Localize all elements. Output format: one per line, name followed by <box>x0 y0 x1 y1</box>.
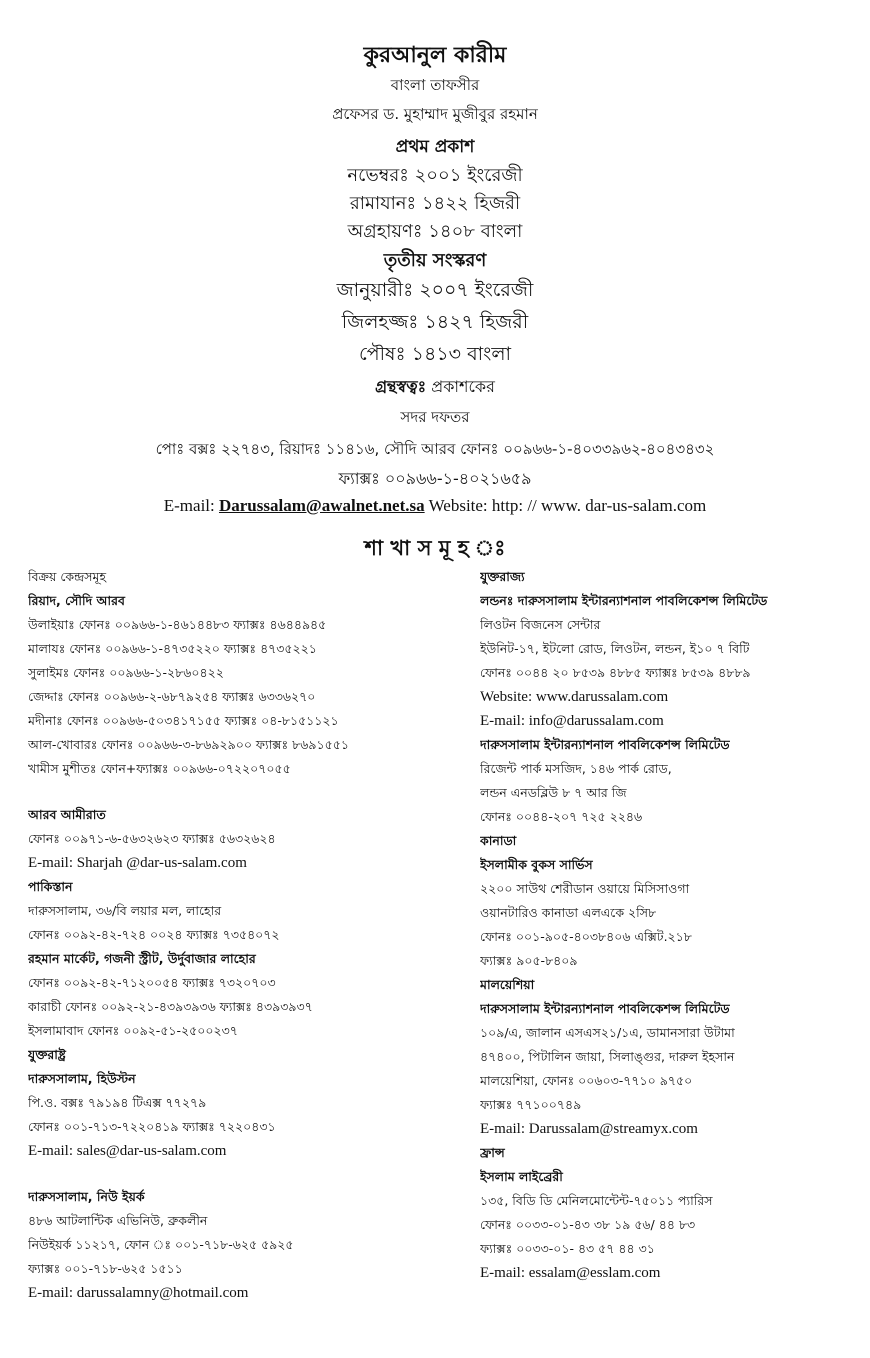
branch-detail-line: ওয়ানটারিও কানাডা এলএকে ২সি৮ <box>480 905 657 920</box>
first-edition-date: নভেম্বরঃ ২০০১ ইংরেজী <box>347 165 523 186</box>
author-name: প্রফেসর ড. মুহাম্মাদ মুজীবুর রহমান <box>332 105 538 123</box>
book-subtitle: বাংলা তাফসীর <box>390 76 480 94</box>
branch-heading: কানাডা <box>480 833 517 848</box>
branch-detail-line: E-mail: sales@dar-us-salam.com <box>28 1143 227 1159</box>
branch-heading: দারুসসালাম ইন্টারন্যাশনাল পাবলিকেশন্স লিমিটেড <box>480 737 730 752</box>
branch-heading: ফ্রান্স <box>480 1145 505 1160</box>
branch-detail-line: ফোনঃ ০০৩৩-০১-৪৩ ৩৮ ১৯ ৫৬/ ৪৪ ৮৩ <box>480 1217 696 1232</box>
branch-heading: দারুসসালাম, হিউস্টন <box>28 1071 136 1086</box>
branch-detail-line: আল-খোবারঃ ফোনঃ ০০৯৬৬-৩-৮৬৯২৯০০ ফ্যাক্সঃ ৮৬৯১৫৫১ <box>28 737 349 752</box>
section-gap <box>28 781 448 803</box>
branch-detail-line: ফোনঃ ০০১-৯০৫-৪০৩৮৪০৬ এক্সিট.২১৮ <box>480 929 692 944</box>
branch-detail-line: সুলাইমঃ ফোনঃ ০০৯৬৬-১-২৮৬০৪২২ <box>28 665 224 680</box>
first-edition-heading: প্রথম প্রকাশ <box>395 137 475 157</box>
section-gap <box>28 1163 448 1185</box>
branch-detail-line: মালয়েশিয়া, ফোনঃ ০০৬০৩-৭৭১০ ৯৭৫০ <box>480 1073 693 1088</box>
branch-detail-line: খামীস মুশীতঃ ফোন+ফ্যাক্সঃ ০০৯৬৬-০৭২২০৭০৫৫ <box>28 761 291 776</box>
branch-detail-line: E-mail: Darussalam@streamyx.com <box>480 1121 698 1137</box>
branch-detail-line: রিজেন্ট পার্ক মসজিদ, ১৪৬ পার্ক রোড, <box>480 761 672 776</box>
branch-heading: ইসলামীক বুকস সার্ভিস <box>480 857 593 872</box>
third-edition-date: জানুয়ারীঃ ২০০৭ ইংরেজী <box>336 279 534 301</box>
third-edition-date: জিলহজ্জঃ ১৪২৭ হিজরী <box>341 311 529 333</box>
branch-detail-line: Website: www.darussalam.com <box>480 689 669 705</box>
branch-detail-line: E-mail: darussalamny@hotmail.com <box>28 1285 249 1301</box>
branch-heading: দারুসসালাম ইন্টারন্যাশনাল পাবলিকেশন্স লিমিটেড <box>480 1001 730 1016</box>
copyright-holder: প্রকাশকের <box>431 377 495 396</box>
branch-detail-line: E-mail: essalam@esslam.com <box>480 1265 661 1281</box>
branch-detail-line: E-mail: info@darussalam.com <box>480 713 664 729</box>
branch-detail-line: মালাযঃ ফোনঃ ০০৯৬৬-১-৪৭৩৫২২০ ফ্যাক্সঃ ৪৭৩৫২২১ <box>28 641 317 656</box>
branch-detail-line: ফোনঃ ০০৪৪ ২০ ৮৫৩৯ ৪৮৮৫ ফ্যাক্সঃ ৮৫৩৯ ৪৮৮৯ <box>480 665 751 680</box>
branch-detail-line: ফ্যাক্সঃ ০০৩৩-০১- ৪৩ ৫৭ ৪৪ ৩১ <box>480 1241 655 1256</box>
branch-heading: যুক্তরাজ্য <box>480 569 525 584</box>
first-edition-date: রামাযানঃ ১৪২২ হিজরী <box>349 193 521 214</box>
branch-detail-line: ইউনিট-১৭, ইটলো রোড, লিওটন, লন্ডন, ই১০ ৭ বিটি <box>480 641 750 656</box>
branch-detail-line: জেদ্দাঃ ফোনঃ ০০৯৬৬-২-৬৮৭৯২৫৪ ফ্যাক্সঃ ৬৩৩৬২৭০ <box>28 689 316 704</box>
headquarters-contact <box>0 496 870 516</box>
headquarters-email-link[interactable]: Darussalam@awalnet.net.sa <box>218 496 425 515</box>
copyright-label: গ্রন্থস্বত্বঃ <box>375 377 427 396</box>
branch-detail-line: ইসলামাবাদ ফোনঃ ০০৯২-৫১-২৫০০২৩৭ <box>28 1023 238 1038</box>
third-edition-heading: তৃতীয় সংস্করণ <box>383 250 487 271</box>
copyright-line <box>0 374 870 401</box>
branch-heading: পাকিস্তান <box>28 879 73 894</box>
branch-heading: যুক্তরাষ্ট্র <box>28 1047 66 1062</box>
branch-detail-line: ফোনঃ ০০৪৪-২০৭ ৭২৫ ২২৪৬ <box>480 809 643 824</box>
branch-detail-line: বিক্রয় কেন্দ্রসমূহ <box>28 569 107 584</box>
headquarters-heading: সদর দফতর <box>400 408 470 426</box>
first-edition-date: অগ্রহায়ণঃ ১৪০৮ বাংলা <box>347 221 523 242</box>
branch-heading: দারুসসালাম, নিউ ইয়র্ক <box>28 1189 145 1204</box>
branch-heading: মালয়েশিয়া <box>480 977 535 992</box>
branch-detail-line: নিউইয়র্ক ১১২১৭, ফোন ঃ ০০১-৭১৮-৬২৫ ৫৯২৫ <box>28 1237 294 1252</box>
headquarters-address: পোঃ বক্সঃ ২২৭৪৩, রিয়াদঃ ১১৪১৬, সৌদি আরব ফোনঃ ০০৯৬৬-১-৪০৩৩৯৬২-৪০৪৩৪৩২ <box>155 440 715 458</box>
branch-heading: ইসলাম লাইব্রেরী <box>480 1169 563 1184</box>
branch-detail-line: ৪৮৬ আটলান্টিক এভিনিউ, ব্রুকলীন <box>28 1213 208 1228</box>
branch-detail-line: মদীনাঃ ফোনঃ ০০৯৬৬-৫০৩৪১৭১৫৫ ফ্যাক্সঃ ০৪-৮১৫১১২১ <box>28 713 339 728</box>
branch-detail-line: উলাইয়াঃ ফোনঃ ০০৯৬৬-১-৪৬১৪৪৮৩ ফ্যাক্সঃ ৪৬৪৪৯৪৫ <box>28 617 327 632</box>
branches-left-column <box>28 565 448 1305</box>
branch-detail-line: ফোনঃ ০০৯২-৪২-৭১২০০৫৪ ফ্যাক্সঃ ৭৩২০৭০৩ <box>28 975 276 990</box>
email-label: E-mail: <box>163 496 215 515</box>
branches-right-column <box>480 565 860 1285</box>
branch-detail-line: ফ্যাক্সঃ ৭৭১০০৭৪৯ <box>480 1097 582 1112</box>
headquarters-website: Website: http: // www. dar-us-salam.com <box>428 496 707 515</box>
branch-detail-line: ফ্যাক্সঃ ০০১-৭১৮-৬২৫ ১৫১১ <box>28 1261 183 1276</box>
branch-detail-line: ২২০০ সাউথ শেরীডান ওয়ায়ে মিসিসাওগা <box>480 881 690 896</box>
branch-detail-line: ফোনঃ ০০১-৭১৩-৭২২০৪১৯ ফ্যাক্সঃ ৭২২০৪৩১ <box>28 1119 276 1134</box>
branches-heading: শা খা স মূ হ ঃ <box>364 536 506 560</box>
branch-detail-line: ৪৭৪০০, পিটালিন জায়া, সিলাঙ্গুর, দারুল ইহসান <box>480 1049 735 1064</box>
branch-detail-line: লন্ডন এনডব্লিউ ৮ ৭ আর জি <box>480 785 627 800</box>
branch-heading: রিয়াদ, সৌদি আরব <box>28 593 125 608</box>
branch-detail-line: ১৩৫, বিডি ডি মেনিলমোন্টেন্ট-৭৫০১১ প্যারিস <box>480 1193 713 1208</box>
branch-detail-line: পি.ও. বক্সঃ ৭৯১৯৪ টিএক্স ৭৭২৭৯ <box>28 1095 207 1110</box>
headquarters-fax: ফ্যাক্সঃ ০০৯৬৬-১-৪০২১৬৫৯ <box>338 469 532 488</box>
branch-detail-line: লিওটন বিজনেস সেন্টার <box>480 617 601 632</box>
third-edition-date: পৌষঃ ১৪১৩ বাংলা <box>359 343 511 365</box>
branch-detail-line: ১০৯/এ, জালান এসএস২১/১এ, ডামানসারা উটামা <box>480 1025 735 1040</box>
branch-heading: রহমান মার্কেট, গজনী স্ট্রীট, উর্দুবাজার লাহোর <box>28 951 256 966</box>
branch-detail-line: E-mail: Sharjah @dar-us-salam.com <box>28 855 247 871</box>
branch-heading: লন্ডনঃ দারুসসালাম ইন্টারন্যাশনাল পাবলিকেশন্স লিমিটেড <box>480 593 768 608</box>
branch-heading: আরব আমীরাত <box>28 807 106 822</box>
branch-detail-line: ফোনঃ ০০৯২-৪২-৭২৪ ০০২৪ ফ্যাক্সঃ ৭৩৫৪০৭২ <box>28 927 280 942</box>
branch-detail-line: ফ্যাক্সঃ ৯০৫-৮৪০৯ <box>480 953 578 968</box>
book-title: কুরআনুল কারীম <box>363 43 507 68</box>
branch-detail-line: ফোনঃ ০০৯৭১-৬-৫৬৩২৬২৩ ফ্যাক্সঃ ৫৬৩২৬২৪ <box>28 831 276 846</box>
branch-detail-line: দারুসসালাম, ৩৬/বি লয়ার মল, লাহোর <box>28 903 222 918</box>
branch-detail-line: কারাচী ফোনঃ ০০৯২-২১-৪৩৯৩৯৩৬ ফ্যাক্সঃ ৪৩৯৩৯৩৭ <box>28 999 313 1014</box>
